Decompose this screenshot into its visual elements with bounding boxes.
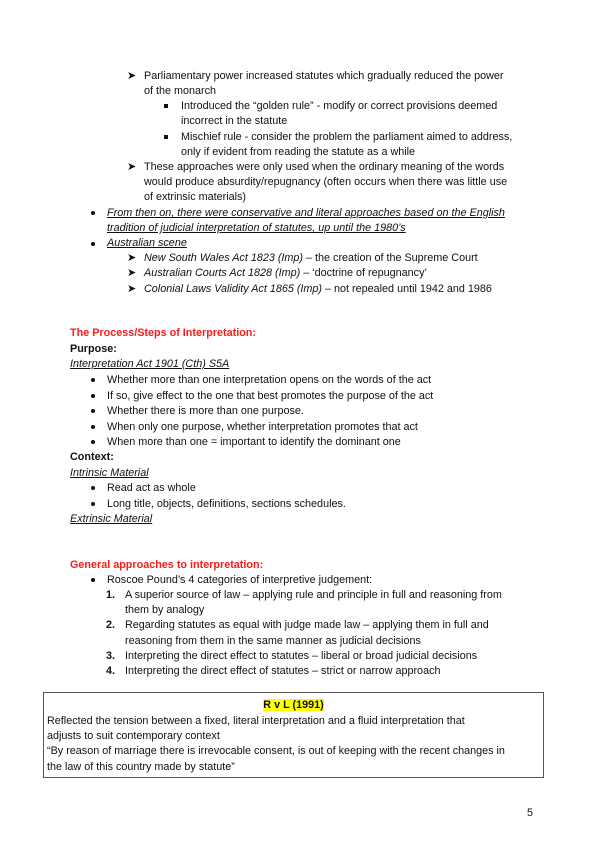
extrinsic-label: Extrinsic Material	[70, 513, 153, 525]
list-number: 2.	[106, 619, 116, 631]
list-number: 3.	[106, 650, 116, 662]
text-line: A superior source of law – applying rule and principle in full and reasoning from	[125, 589, 502, 601]
text-line: incorrect in the statute	[181, 115, 288, 127]
arrow-bullet-icon: ➤	[127, 161, 137, 173]
arrow-bullet-icon: ➤	[127, 252, 137, 264]
bullet-icon	[91, 425, 95, 429]
case-title-wrap	[43, 698, 544, 712]
act-item	[144, 251, 478, 265]
bullet-icon	[91, 394, 95, 398]
text-line: only if evident from reading the statute as a while	[181, 146, 416, 158]
text-line: Interpreting the direct effect to statutes – liberal or broad judicial decisions	[125, 650, 478, 662]
bullet-icon	[91, 486, 95, 490]
text-line: From then on, there were conservative and literal approaches based on the English	[107, 207, 505, 219]
square-bullet-icon	[164, 104, 168, 108]
bullet-icon	[91, 409, 95, 413]
bullet-icon	[91, 211, 95, 215]
text-line: would produce absurdity/repugnancy (often occurs when there was little use	[144, 176, 508, 188]
arrow-bullet-icon: ➤	[127, 70, 137, 82]
text-line: Introduced the “golden rule” - modify or correct provisions deemed	[181, 100, 498, 112]
purpose-label: Purpose:	[70, 343, 117, 355]
list-number: 1.	[106, 589, 116, 601]
text-line: Mischief rule - consider the problem the parliament aimed to address,	[181, 131, 513, 143]
act-name: New South Wales Act 1823 (Imp)	[144, 252, 304, 264]
list-item: Long title, objects, definitions, sections schedules.	[107, 498, 346, 510]
text-line: adjusts to suit contemporary context	[47, 730, 220, 742]
act-desc: – the creation of the Supreme Court	[303, 252, 478, 264]
text-line: of the monarch	[144, 85, 217, 97]
text-line: them by analogy	[125, 604, 205, 616]
text-line: the law of this country made by statute”	[47, 761, 235, 773]
text-line: “By reason of marriage there is irrevocable consent, is out of keeping with the recent changes in	[47, 745, 505, 757]
case-title: R v L (1991)	[263, 699, 324, 711]
bullet-icon	[91, 242, 95, 246]
text-line: tradition of judicial interpretation of statutes, up until the 1980’s	[107, 222, 406, 234]
section-heading: The Process/Steps of Interpretation:	[70, 327, 256, 339]
page-number: 5	[527, 807, 534, 819]
text-line: Regarding statutes as equal with judge made law – applying them in full and	[125, 619, 489, 631]
list-item: If so, give effect to the one that best promotes the purpose of the act	[107, 390, 434, 402]
square-bullet-icon	[164, 135, 168, 139]
text-line: reasoning from them in the same manner as judicial decisions	[125, 635, 421, 647]
text-line: These approaches were only used when the ordinary meaning of the words	[144, 161, 505, 173]
act-item	[144, 266, 427, 280]
text-line: Parliamentary power increased statutes which gradually reduced the power	[144, 70, 504, 82]
act-desc: – not repealed until 1942 and 1986	[322, 283, 492, 295]
list-item: When more than one = important to identify the dominant one	[107, 436, 401, 448]
act-name: Colonial Laws Validity Act 1865 (Imp)	[144, 283, 323, 295]
text-line: Interpreting the direct effect of statutes – strict or narrow approach	[125, 665, 441, 677]
list-item: Whether more than one interpretation opens on the words of the act	[107, 374, 432, 386]
text-line: of extrinsic materials)	[144, 191, 246, 203]
act-name: Australian Courts Act 1828 (Imp)	[144, 267, 301, 279]
bullet-icon	[91, 378, 95, 382]
act-desc: – ‘doctrine of repugnancy’	[300, 267, 427, 279]
intrinsic-label: Intrinsic Material	[70, 467, 149, 479]
list-item: When only one purpose, whether interpretation promotes that act	[107, 421, 418, 433]
list-item: Roscoe Pound’s 4 categories of interpretive judgement:	[107, 574, 373, 586]
text-line: Reflected the tension between a fixed, literal interpretation and a fluid interpretation that	[47, 715, 465, 727]
list-item: Whether there is more than one purpose.	[107, 405, 304, 417]
section-heading: General approaches to interpretation:	[70, 559, 264, 571]
list-item: Read act as whole	[107, 482, 196, 494]
australian-scene-heading: Australian scene	[107, 237, 187, 249]
purpose-act: Interpretation Act 1901 (Cth) S5A	[70, 358, 230, 370]
arrow-bullet-icon: ➤	[127, 267, 137, 279]
list-number: 4.	[106, 665, 116, 677]
bullet-icon	[91, 440, 95, 444]
act-item	[144, 282, 492, 296]
arrow-bullet-icon: ➤	[127, 283, 137, 295]
bullet-icon	[91, 578, 95, 582]
context-label: Context:	[70, 451, 114, 463]
bullet-icon	[91, 502, 95, 506]
